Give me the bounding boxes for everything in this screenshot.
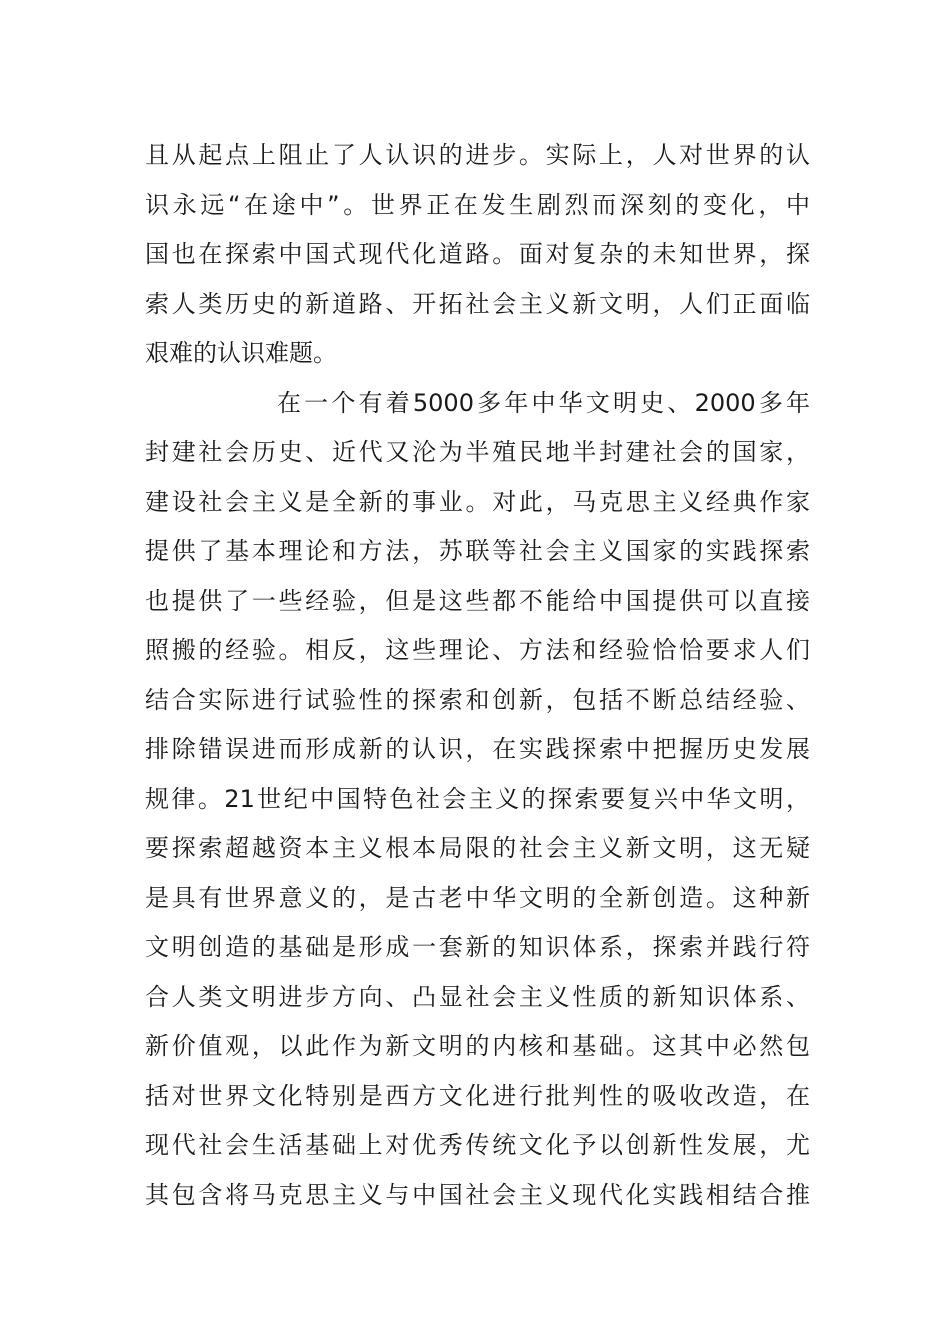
text-line: 规律。21世纪中国特色社会主义的探索要复兴中华文明， (145, 784, 810, 813)
text-line: 且从起点上阻止了人认识的进步。实际上，人对世界的认 (145, 141, 810, 169)
text-line: 结合实际进行试验性的探索和创新，包括不断总结经验、 (145, 685, 810, 714)
text-line: 封建社会历史、近代又沦为半殖民地半封建社会的国家， (145, 438, 810, 466)
text-line: 文明创造的基础是形成一套新的知识体系，探索并践行符 (145, 933, 810, 961)
text-line: 在一个有着5000多年中华文明史、2000多年 (277, 388, 810, 417)
text-line: 提供了基本理论和方法，苏联等社会主义国家的实践探索 (145, 537, 810, 565)
paragraph-1 (145, 131, 810, 379)
text-line: 识永远“在途中”。世界正在发生剧烈而深刻的变化，中 (145, 190, 810, 219)
text-line: 建设社会主义是全新的事业。对此，马克思主义经典作家 (145, 487, 810, 516)
text-line: 也提供了一些经验，但是这些都不能给中国提供可以直接 (145, 586, 810, 615)
document-body (145, 131, 810, 1220)
text-line: 合人类文明进步方向、凸显社会主义性质的新知识体系、 (145, 982, 810, 1011)
text-line: 排除错误进而形成新的认识，在实践探索中把握历史发展 (145, 735, 810, 763)
text-line: 照搬的经验。相反，这些理论、方法和经验恰恰要求人们 (145, 636, 810, 664)
text-line: 是具有世界意义的，是古老中华文明的全新创造。这种新 (145, 883, 810, 912)
text-line: 其包含将马克思主义与中国社会主义现代化实践相结合推 (145, 1180, 810, 1209)
text-line: 新价值观，以此作为新文明的内核和基础。这其中必然包 (145, 1032, 810, 1060)
text-line: 括对世界文化特别是西方文化进行批判性的吸收改造，在 (145, 1081, 810, 1110)
text-line: 艰难的认识难题。 (145, 339, 337, 367)
paragraph-2 (145, 379, 810, 1221)
text-line: 要探索超越资本主义根本局限的社会主义新文明，这无疑 (145, 834, 810, 862)
text-line: 现代社会生活基础上对优秀传统文化予以创新性发展，尤 (145, 1131, 810, 1159)
text-line: 索人类历史的新道路、开拓社会主义新文明，人们正面临 (145, 289, 810, 318)
text-line: 国也在探索中国式现代化道路。面对复杂的未知世界，探 (145, 240, 810, 268)
